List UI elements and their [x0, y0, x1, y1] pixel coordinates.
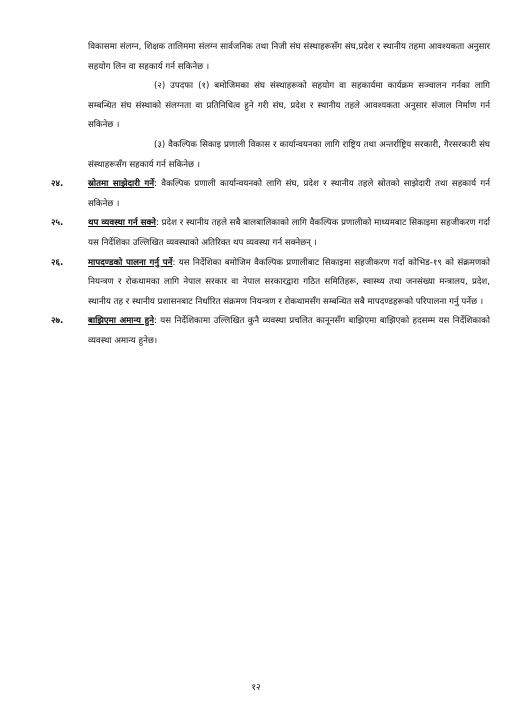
- continuation-paragraph: विकासमा संलग्न, शिक्षक तालिममा संलग्न सार्वजनिक तथा निजी संघ संस्थाहरूसँग संघ,प्रदेश र स्थानीय तहमा आवश्यकता अनुसार सहयोग लिन वा सहकार्य गर्न सकिनेछ ।: [88, 42, 490, 72]
- section-separator: :: [154, 179, 162, 190]
- section-separator: :: [154, 316, 161, 327]
- section-27: [51, 312, 490, 351]
- section-number: २६.: [51, 257, 64, 268]
- section-body: यस निर्देशिका बमोजिम वैकल्पिक प्रणालीबाट सिकाइमा सहजीकरण गर्दा कोभिड-१९ को संक्रमणको नियन्त्रण र रोकथामका लागि नेपाल सरकार वा नेपाल सरकारद्वारा गठित समितिहरू, स्वास्थ्य तथा जनसंख्या मन्त्रालय, प्रदेश, स्थानीय तह र स्थानीय प्रशासनबाट निर्धारित संक्रमण नियन्त्रण र रोकथामसँग सम्बन्धित सबै मापदण्डहरूको परिपालना गर्नु पर्नेछ ।: [88, 257, 490, 307]
- subclause-3: (३) वैकल्पिक सिकाइ प्रणाली विकास र कार्यान्वयनका लागि राष्ट्रिय तथा अन्तर्राष्ट्रिय सरकारी, गैरसरकारी संघ संस्थाहरूसँग सहकार्य गर्न सकिनेछ ।: [88, 139, 490, 170]
- section-number: २७.: [51, 316, 64, 327]
- section-body: प्रदेश र स्थानीय तहले सबै बालबालिकाको लागि वैकल्पिक प्रणालीको माध्यमबाट सिकाइमा सहजीकरण गर्दा यस निर्देशिका उल्लिखित व्यवस्थाको अतिरिक्त थप व्यवस्था गर्न सक्नेछन् ।: [88, 218, 490, 248]
- section-25: [51, 214, 490, 253]
- section-heading: थप व्यवस्था गर्न सक्ने: [88, 218, 156, 229]
- section-body: यस निर्देशिकामा उल्लिखित कुनै व्यवस्था प्रचलित कानूनसँग बाझिएमा बाझिएको हदसम्म यस निर्देशिकाको व्यवस्था अमान्य हुनेछ।: [88, 316, 490, 346]
- section-26: [51, 254, 490, 313]
- section-heading: स्रोतमा साझेदारी गर्ने: [88, 179, 155, 190]
- page-number: १२: [251, 683, 261, 693]
- section-separator: :: [155, 218, 162, 229]
- section-heading: बाझिएमा अमान्य हुने: [88, 316, 154, 327]
- section-separator: :: [172, 257, 179, 268]
- section-number: २५.: [51, 218, 64, 229]
- section-heading: मापदण्डको पालना गर्नु पर्ने: [88, 257, 173, 268]
- section-number: २४.: [51, 179, 64, 190]
- page-content: [51, 38, 490, 352]
- section-body: वैकल्पिक प्रणाली कार्यान्वयनको लागि संघ, प्रदेश र स्थानीय तहले स्रोतको साझेदारी तथा सहकार्य गर्न सकिनेछ ।: [88, 179, 490, 209]
- subclause-2: (२) उपदफा (१) बमोजिमका संघ संस्थाहरूको सहयोग वा सहकार्यमा कार्यक्रम सञ्चालन गर्नका लागि सम्बन्धित संघ संस्थाको संलग्नता वा प्रतिनिधित्व हुने गरी संघ, प्रदेश र स्थानीय तहले आवश्यकता अनुसार संजाल निर्माण गर्न सकिनेछ ।: [88, 81, 490, 131]
- section-24: [51, 175, 490, 214]
